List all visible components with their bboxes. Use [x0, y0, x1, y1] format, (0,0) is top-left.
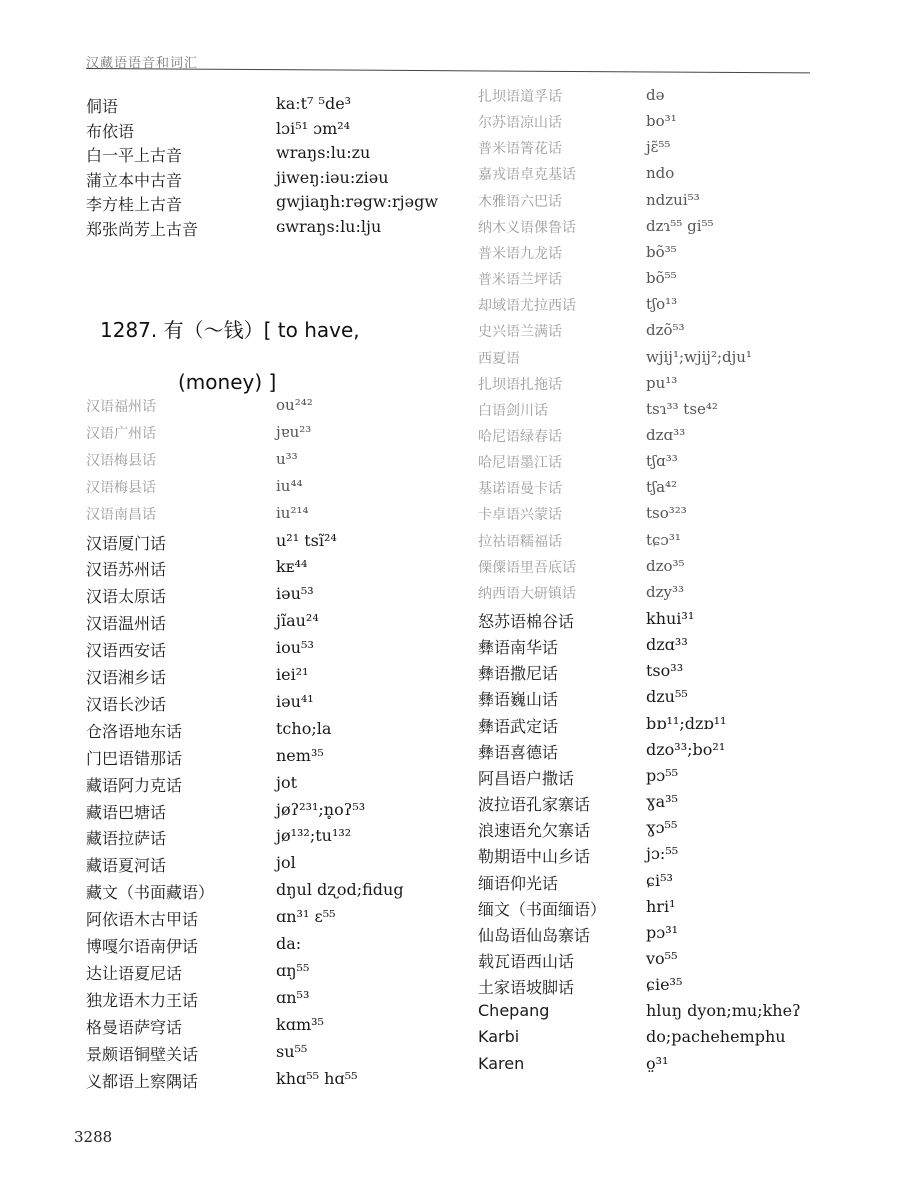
- entry-row: [86, 853, 486, 879]
- word-form: ɕi⁵³: [646, 870, 673, 890]
- word-form: u³³: [276, 449, 298, 468]
- word-form: dzõ⁵³: [646, 321, 685, 340]
- word-form: ou²⁴²: [276, 396, 313, 414]
- entry-row: [478, 243, 878, 269]
- entry-row: [478, 714, 878, 740]
- entry-row: [86, 800, 486, 826]
- entry-row: [478, 374, 878, 400]
- language-label: 仙岛语仙岛寨话: [478, 925, 591, 945]
- entry-row: [478, 1001, 878, 1027]
- page-number: 3288: [74, 1128, 113, 1146]
- word-form: jɐu²³: [276, 422, 312, 441]
- entry-row: [86, 1069, 486, 1095]
- entry-row: [478, 426, 878, 452]
- entry-row: [478, 740, 878, 766]
- word-form: ɑŋ⁵⁵: [276, 960, 310, 980]
- word-form: ɑn³¹ ɛ⁵⁵: [276, 907, 336, 927]
- language-label: 基诺语曼卡话: [478, 481, 562, 498]
- language-label: 尔苏语凉山话: [478, 115, 562, 132]
- word-form: su⁵⁵: [276, 1041, 308, 1061]
- language-label: 彝语喜德话: [478, 742, 559, 762]
- entry-row: [478, 478, 878, 504]
- entry-row: [478, 949, 878, 975]
- language-label: 藏语巴塘话: [86, 802, 167, 822]
- word-form: iei²¹: [276, 665, 309, 684]
- entry-row: [86, 665, 486, 691]
- word-form: iəu⁵³: [276, 584, 314, 604]
- language-label: 汉语南昌话: [86, 506, 156, 523]
- language-label: 仓洛语地东话: [86, 721, 183, 741]
- word-form: ɑn⁵³: [276, 987, 310, 1007]
- language-label: 彝语武定话: [478, 716, 559, 736]
- entry-row: [478, 871, 878, 897]
- entry-row: [86, 504, 486, 530]
- word-form: tʃɑ³³: [646, 452, 678, 471]
- word-form: dzy³³: [646, 582, 685, 601]
- language-label: 郑张尚芳上古音: [86, 219, 199, 239]
- language-label: 汉语湘乡话: [86, 668, 167, 687]
- language-label: 博嘎尔语南伊话: [86, 937, 199, 956]
- entry-row: [478, 1054, 878, 1080]
- language-label: 汉语福州话: [86, 399, 156, 415]
- word-form: jɛ̃⁵⁵: [646, 138, 671, 157]
- word-form: tʃo¹³: [646, 295, 678, 314]
- word-form: kᴇ⁴⁴: [276, 557, 308, 577]
- word-form: dzɿ⁵⁵ gi⁵⁵: [646, 216, 714, 235]
- word-form: dzu⁵⁵: [646, 687, 688, 707]
- entry-row: [86, 192, 486, 218]
- entry-row: [478, 818, 878, 844]
- entry-row: [86, 692, 486, 718]
- entry-row: [478, 400, 878, 426]
- language-label: 白一平上古音: [86, 146, 183, 165]
- language-label: 却域语尤拉西话: [478, 298, 576, 315]
- word-form: jot: [276, 772, 298, 792]
- language-label: Karen: [478, 1053, 525, 1073]
- entry-row: [478, 138, 878, 164]
- entry-row: [86, 450, 486, 476]
- entry-row: [86, 961, 486, 987]
- entry-row: [478, 897, 878, 923]
- language-label: 波拉语孔家寨话: [478, 795, 591, 815]
- language-label: 卡卓语兴蒙话: [478, 507, 562, 524]
- word-form: jøʔ²³¹;n̥oʔ⁵³: [276, 799, 366, 819]
- word-form: kɑm³⁵: [276, 1014, 324, 1034]
- language-label: 扎坝语扎拖话: [478, 376, 562, 393]
- entry-row: [86, 746, 486, 772]
- language-label: 木雅语六巴话: [478, 193, 562, 210]
- entry-row: [478, 609, 878, 635]
- language-label: 独龙语木力王话: [86, 990, 199, 1010]
- word-form: dŋul dʐod;fidug: [276, 880, 404, 900]
- entry-row: [86, 826, 486, 852]
- entry-row: [86, 719, 486, 745]
- entry-row: [478, 844, 878, 870]
- language-label: 侗语: [86, 97, 119, 116]
- word-form: da:: [276, 934, 302, 953]
- language-label: 门巴语错那话: [86, 748, 183, 768]
- entry-heading-line2: (money) ]: [178, 370, 277, 394]
- word-form: pɔ⁵⁵: [646, 765, 679, 785]
- entry-row: [86, 477, 486, 503]
- word-form: bõ³⁵: [646, 242, 677, 261]
- entry-row: [86, 611, 486, 637]
- language-label: 汉语梅县话: [86, 452, 156, 469]
- language-label: 彝语巍山话: [478, 690, 559, 710]
- word-form: iu²¹⁴: [276, 503, 309, 522]
- language-label: 汉语苏州话: [86, 560, 167, 580]
- word-form: jɔ:⁵⁵: [646, 844, 679, 864]
- language-label: 史兴语兰满话: [478, 324, 562, 341]
- language-label: 汉语太原话: [86, 587, 167, 607]
- word-form: dzo³³;bo²¹: [646, 739, 726, 759]
- word-form: tsɿ³³ tse⁴²: [646, 399, 718, 418]
- word-form: bo³¹: [646, 112, 677, 131]
- word-form: khɑ⁵⁵ hɑ⁵⁵: [276, 1068, 358, 1088]
- entry-row: [478, 583, 878, 609]
- language-label: 汉语广州话: [86, 425, 156, 442]
- word-form: wjij¹;wjij²;dju¹: [646, 347, 752, 366]
- language-label: 扎坝语道孚话: [478, 89, 562, 105]
- entry-row: [478, 975, 878, 1001]
- entry-row: [478, 321, 878, 347]
- running-header: [86, 50, 810, 74]
- language-label: 布依语: [86, 121, 135, 141]
- entry-row: [478, 191, 878, 217]
- entry-heading-line1: 1287. 有（～钱）[ to have,: [100, 318, 360, 342]
- word-form: jø¹³²;tu¹³²: [276, 826, 352, 846]
- word-form: jol: [276, 853, 296, 873]
- language-label: 藏文（书面藏语）: [86, 883, 215, 903]
- language-label: Karbi: [478, 1027, 520, 1047]
- entry-row: [86, 1042, 486, 1068]
- entry-row: [86, 1015, 486, 1041]
- language-label: 纳木义语倮鲁话: [478, 219, 576, 236]
- language-label: 景颇语铜壁关话: [86, 1044, 199, 1064]
- language-label: 纳西语大研镇话: [478, 585, 576, 602]
- entry-row: [86, 988, 486, 1014]
- entry-row: [478, 504, 878, 530]
- entry-row: [478, 86, 878, 112]
- entry-row: [478, 766, 878, 792]
- language-label: 勒期语中山乡话: [478, 847, 591, 867]
- word-form: pu¹³: [646, 373, 678, 392]
- word-form: ɢwraŋs:lu:lju: [276, 216, 382, 236]
- word-form: u²¹ tsĩ²⁴: [276, 530, 337, 550]
- language-label: 阿依语木古甲话: [86, 910, 199, 930]
- entry-row: [478, 295, 878, 321]
- language-label: 土家语坡脚话: [478, 978, 575, 998]
- entry-row: [478, 348, 878, 374]
- word-form: tso³³: [646, 661, 684, 681]
- entry-row: [86, 907, 486, 933]
- word-form: iəu⁴¹: [276, 691, 314, 711]
- entry-row: [478, 557, 878, 583]
- language-label: 傈僳语里吾底话: [478, 559, 576, 576]
- language-label: 西夏语: [478, 350, 520, 367]
- entry-row: [478, 1027, 878, 1053]
- entry-row: [478, 452, 878, 478]
- entry-row: [86, 880, 486, 906]
- entry-heading: [100, 304, 400, 408]
- word-form: ndzui⁵³: [646, 190, 700, 209]
- language-label: 藏语阿力克话: [86, 775, 183, 795]
- running-title: 汉藏语语音和词汇: [86, 56, 199, 71]
- entry-row: [478, 635, 878, 661]
- word-form: o̤³¹: [646, 1053, 669, 1073]
- entry-row: [86, 531, 486, 557]
- word-form: tcho;la: [276, 718, 332, 738]
- language-label: 格曼语萨穹话: [86, 1017, 183, 1037]
- entry-row: [478, 531, 878, 557]
- entry-row: [86, 119, 486, 145]
- word-form: tʃa⁴²: [646, 478, 678, 497]
- word-form: khui³¹: [646, 609, 695, 628]
- word-form: pɔ³¹: [646, 922, 679, 942]
- word-form: gwjiaŋh:rəgw:rjəgw: [276, 192, 439, 211]
- word-form: nem³⁵: [276, 745, 324, 765]
- language-label: 拉祜语糯福话: [478, 533, 562, 550]
- entry-row: [86, 934, 486, 960]
- word-form: ɣa³⁵: [646, 792, 678, 812]
- word-form: ndo: [646, 164, 675, 183]
- word-form: tso³²³: [646, 504, 687, 523]
- word-form: ɣɔ⁵⁵: [646, 818, 678, 838]
- word-form: iu⁴⁴: [276, 476, 303, 495]
- language-label: 缅文（书面缅语）: [478, 899, 607, 919]
- word-form: vo⁵⁵: [646, 948, 678, 968]
- word-form: do;pachehemphu: [646, 1027, 786, 1047]
- word-form: bõ⁵⁵: [646, 269, 677, 288]
- language-label: 怒苏语棉谷话: [478, 612, 575, 631]
- language-label: 汉语厦门话: [86, 533, 167, 553]
- word-form: dzɑ³³: [646, 635, 688, 655]
- entry-row: [86, 168, 486, 194]
- language-label: 汉语梅县话: [86, 479, 156, 496]
- entry-row: [86, 638, 486, 664]
- entry-row: [86, 557, 486, 583]
- language-label: 达让语夏尼话: [86, 963, 183, 983]
- language-label: 汉语长沙话: [86, 694, 167, 714]
- word-form: hri¹: [646, 896, 676, 916]
- language-label: 义都语上察隅话: [86, 1071, 199, 1091]
- language-label: 阿昌语户撒话: [478, 768, 575, 788]
- language-label: 缅语仰光话: [478, 873, 559, 893]
- word-form: jiweŋ:iəu:ziəu: [276, 167, 389, 187]
- language-label: 嘉戎语卓克基话: [478, 167, 576, 184]
- entry-row: [478, 269, 878, 295]
- word-form: ɕie³⁵: [646, 975, 683, 995]
- language-label: 浪速语允欠寨话: [478, 821, 591, 841]
- word-form: lɔi⁵¹ ɔm²⁴: [276, 118, 351, 138]
- entry-row: [478, 112, 878, 138]
- word-form: də: [646, 86, 665, 104]
- language-label: 白语剑川话: [478, 402, 548, 419]
- word-form: jĩau²⁴: [276, 611, 319, 631]
- word-form: tɕɔ³¹: [646, 530, 681, 549]
- entry-row: [86, 584, 486, 610]
- entry-row: [478, 164, 878, 190]
- word-form: iou⁵³: [276, 638, 314, 658]
- language-label: 李方桂上古音: [86, 195, 183, 214]
- word-form: bɒ¹¹;dzɒ¹¹: [646, 713, 727, 733]
- entry-row: [478, 661, 878, 687]
- language-label: 彝语南华话: [478, 638, 559, 658]
- entry-row: [478, 923, 878, 949]
- entry-row: [86, 94, 486, 120]
- language-label: 普米语兰坪话: [478, 272, 562, 289]
- language-label: 汉语西安话: [86, 641, 167, 661]
- word-form: wraŋs:lu:zu: [276, 143, 371, 162]
- entry-row: [478, 792, 878, 818]
- entry-row: [478, 217, 878, 243]
- language-label: 汉语温州话: [86, 614, 167, 634]
- word-form: hluŋ dyon;mu;kheʔ: [646, 1001, 801, 1021]
- language-label: 哈尼语墨江话: [478, 455, 562, 472]
- word-form: dzo³⁵: [646, 556, 685, 575]
- entry-row: [478, 687, 878, 713]
- word-form: kaːt⁷ ⁵de³: [276, 94, 352, 113]
- language-label: Chepang: [478, 1001, 550, 1021]
- entry-row: [86, 217, 486, 243]
- language-label: 载瓦语西山话: [478, 951, 575, 971]
- entry-row: [86, 423, 486, 449]
- entry-row: [86, 773, 486, 799]
- language-label: 哈尼语绿春话: [478, 428, 562, 445]
- entry-row: [86, 143, 486, 169]
- language-label: 普米语箐花话: [478, 141, 562, 158]
- word-form: dzɑ³³: [646, 425, 686, 444]
- language-label: 藏语拉萨话: [86, 829, 167, 849]
- language-label: 蒲立本中古音: [86, 170, 183, 190]
- language-label: 藏语夏河话: [86, 856, 167, 876]
- language-label: 彝语撒尼话: [478, 664, 559, 684]
- language-label: 普米语九龙话: [478, 245, 562, 262]
